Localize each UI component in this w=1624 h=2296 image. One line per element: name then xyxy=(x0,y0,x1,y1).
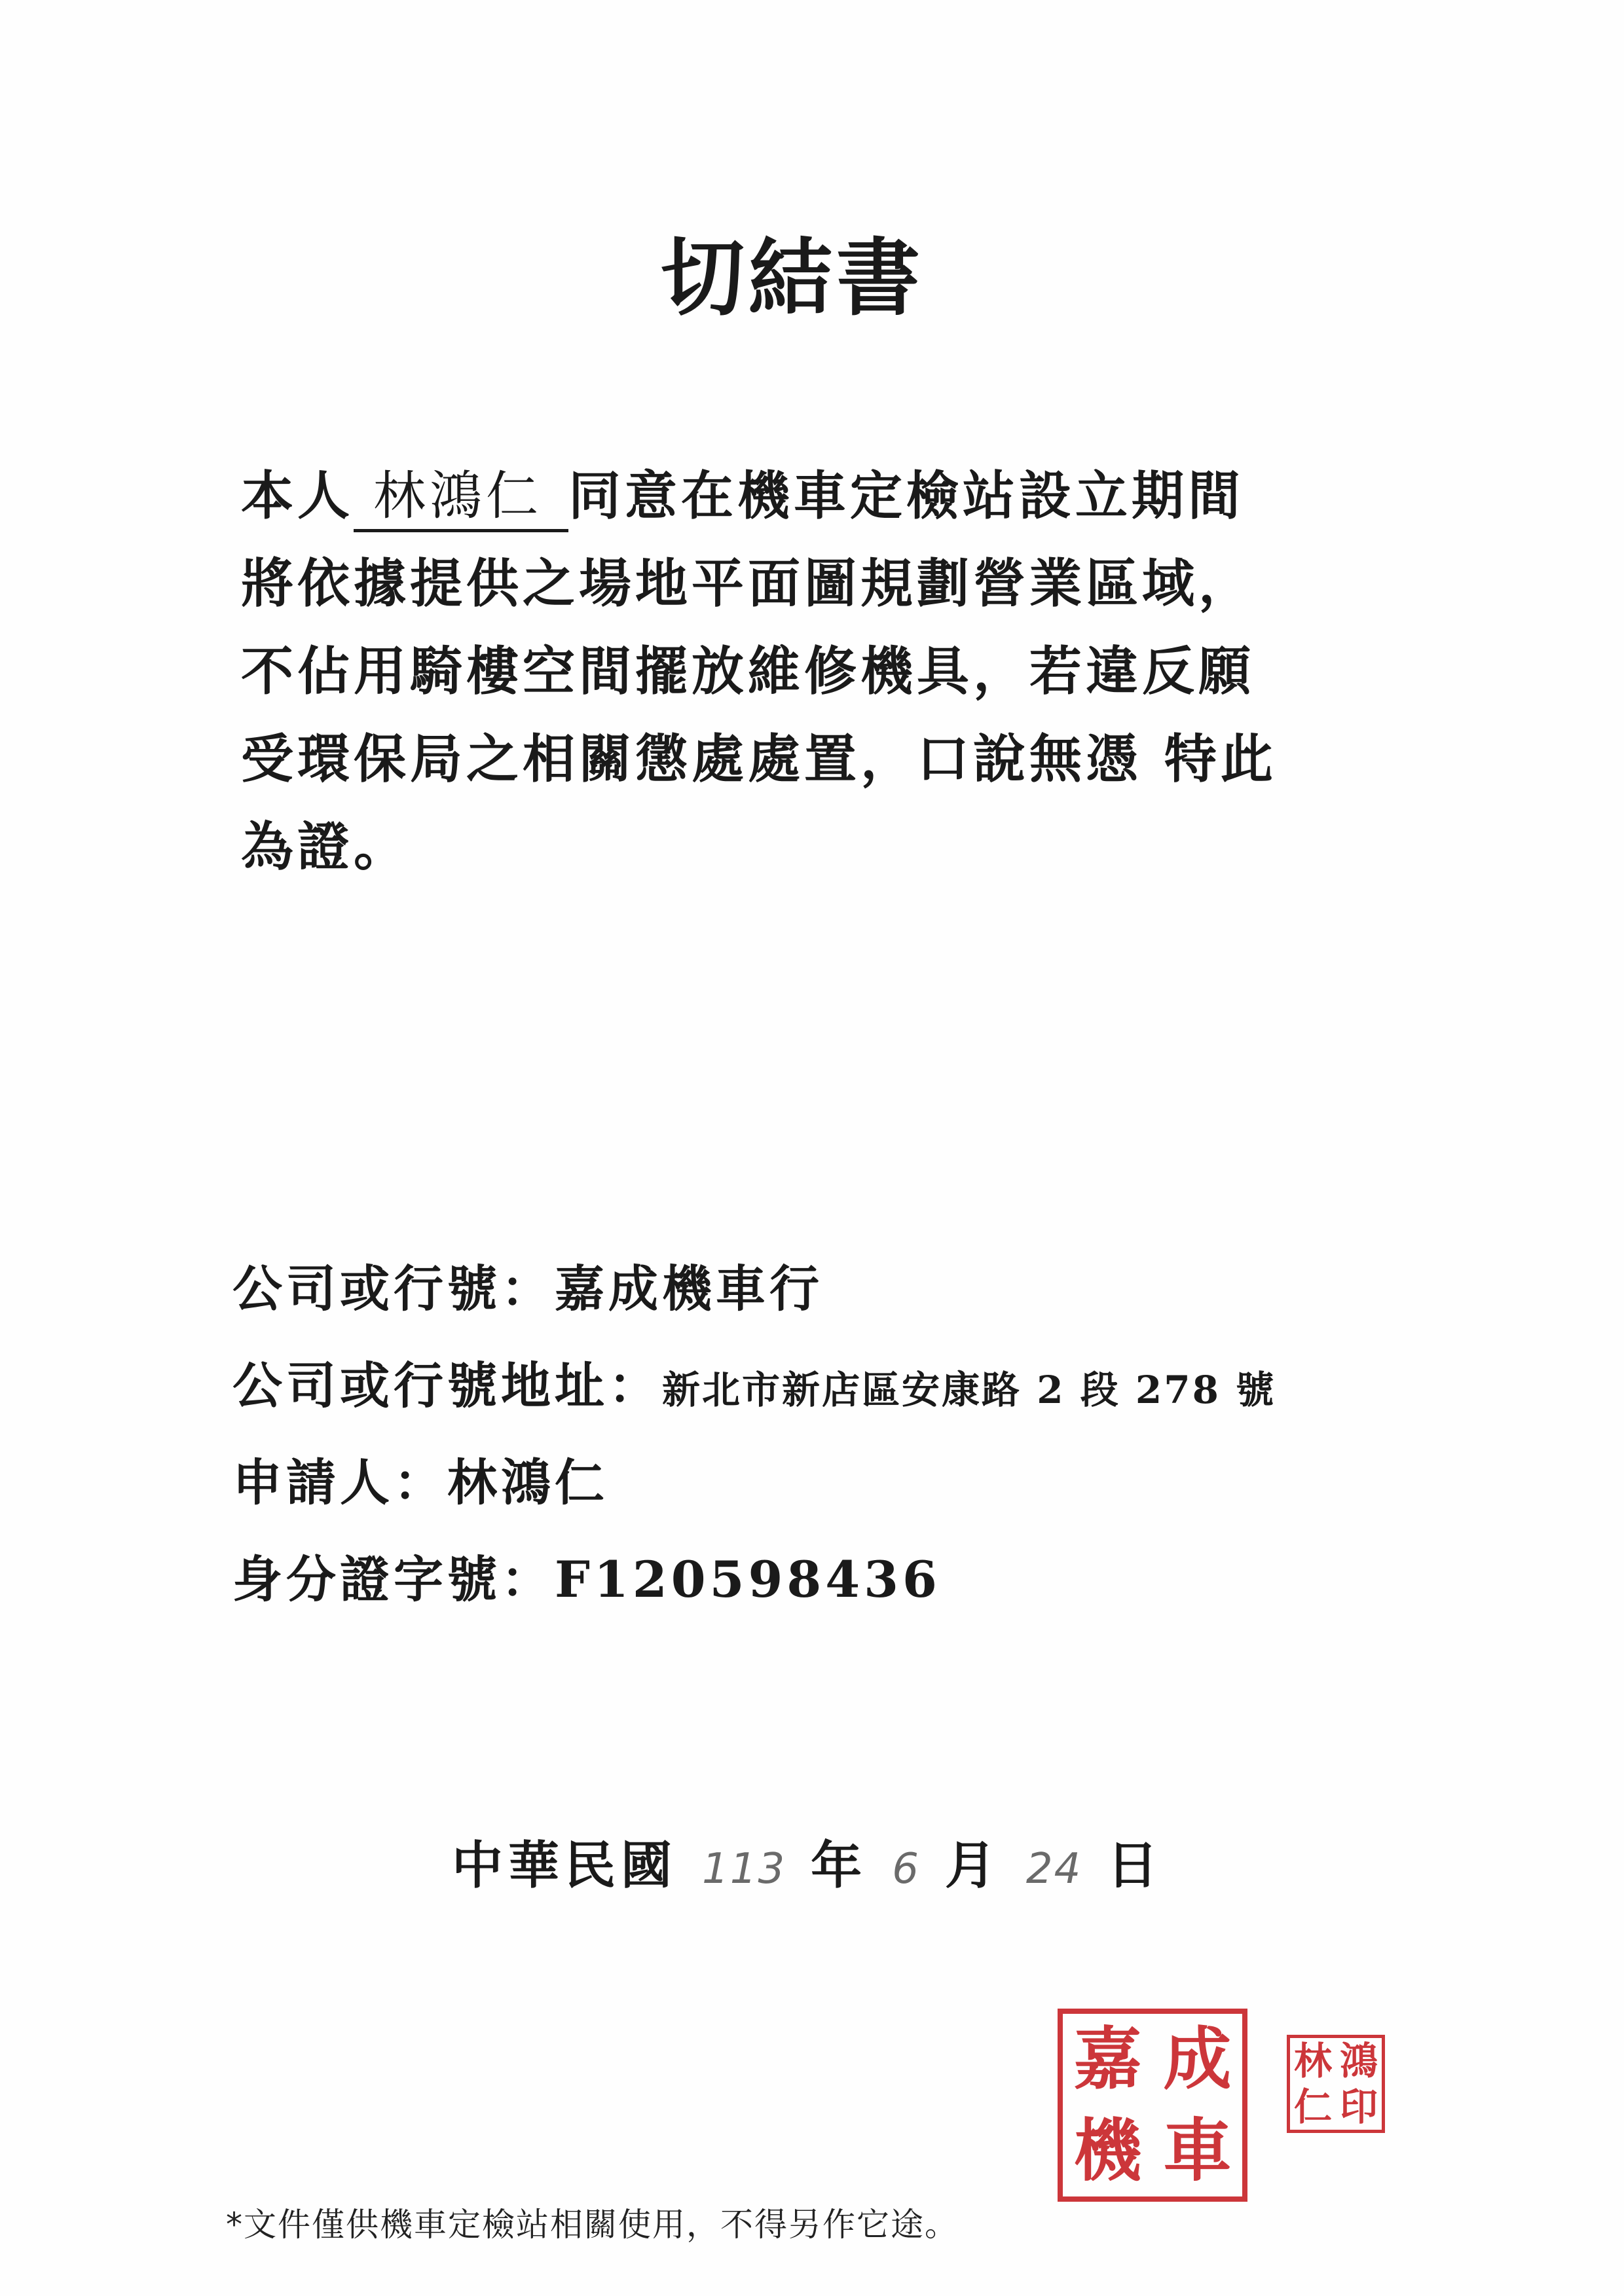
month-value: 6 xyxy=(892,1845,920,1893)
statement-line-1-rest: 同意在機車定檢站設立期間 xyxy=(568,465,1244,526)
footnote: *文件僅供機車定檢站相關使用，不得另作它途。 xyxy=(226,2206,959,2244)
personal-seal-char: 林 xyxy=(1293,2039,1332,2083)
statement-line-4: 受環保局之相關懲處處置，口說無憑 特此 xyxy=(241,728,1277,790)
applicant-label: 申請人： xyxy=(232,1453,447,1512)
company-seal-char: 機 xyxy=(1073,2109,1142,2191)
id-label: 身分證字號： xyxy=(232,1550,555,1609)
applicant-info xyxy=(232,1241,1411,1628)
personal-seal-char: 印 xyxy=(1339,2085,1378,2129)
signer-name-blank: 林鴻仁 xyxy=(354,464,568,532)
company-value: 嘉成機車行 xyxy=(555,1260,823,1318)
year-value: 113 xyxy=(702,1845,786,1893)
company-seal-char: 嘉 xyxy=(1073,2018,1142,2099)
statement-body xyxy=(241,452,1354,890)
personal-seal-char: 鴻 xyxy=(1339,2039,1378,2083)
document-title: 切結書 xyxy=(660,229,924,327)
id-value: F120598436 xyxy=(555,1550,941,1609)
day-label: 日 xyxy=(1107,1836,1164,1895)
company-label: 公司或行號： xyxy=(232,1260,555,1318)
company-seal-char: 車 xyxy=(1163,2109,1232,2191)
statement-prefix: 本人 xyxy=(241,465,354,526)
document-date xyxy=(452,1820,1163,1915)
personal-seal-char: 仁 xyxy=(1293,2085,1332,2129)
statement-line-1 xyxy=(241,452,1354,539)
id-row xyxy=(232,1531,1411,1628)
personal-seal-stamp xyxy=(1287,2035,1385,2133)
company-seal-stamp xyxy=(1058,2009,1247,2202)
day-value: 24 xyxy=(1025,1845,1082,1893)
address-row xyxy=(232,1338,1411,1434)
company-seal-char: 成 xyxy=(1163,2018,1232,2099)
address-label: 公司或行號地址： xyxy=(232,1357,662,1415)
applicant-value: 林鴻仁 xyxy=(447,1453,608,1512)
month-label: 月 xyxy=(944,1836,1001,1895)
era-label: 中華民國 xyxy=(452,1836,678,1895)
statement-line-3: 不佔用騎樓空間擺放維修機具，若違反願 xyxy=(241,640,1255,702)
applicant-row xyxy=(232,1434,1411,1531)
statement-line-2: 將依據提供之場地平面圖規劃營業區域， xyxy=(241,553,1255,614)
address-value: 新北市新店區安康路 2 段 278 號 xyxy=(662,1368,1276,1412)
year-label: 年 xyxy=(811,1836,868,1895)
company-row xyxy=(232,1241,1411,1338)
statement-line-5: 為證。 xyxy=(241,816,410,877)
